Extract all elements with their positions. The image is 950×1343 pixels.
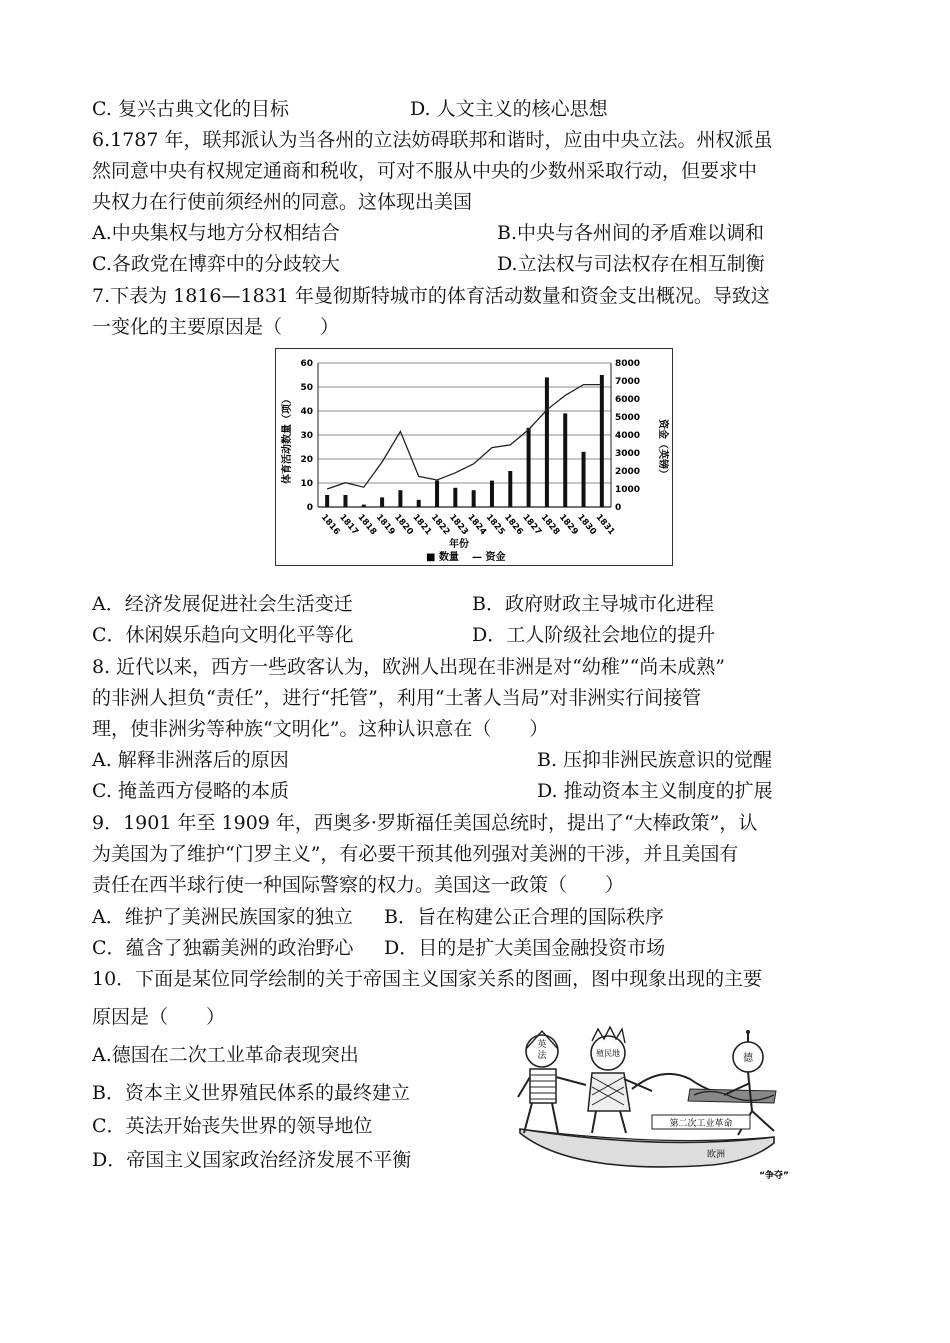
- q8-option-b: B. 压抑非洲民族意识的觉醒: [537, 749, 773, 771]
- bar-1817: [343, 495, 347, 507]
- ytick-left-label: 50: [300, 383, 313, 393]
- q9-stem-line-3: 责任在西半球行使一种国际警察的权力。美国这一政策（ ）: [92, 874, 625, 896]
- q10-option-b: B．资本主义世界殖民体系的最终建立: [92, 1082, 410, 1104]
- q6-option-d: D.立法权与司法权存在相互制衡: [497, 253, 765, 275]
- q5-option-c: C. 复兴古典文化的目标: [92, 98, 289, 120]
- q9-option-a: A．维护了美洲民族国家的独立: [92, 906, 353, 928]
- q8-stem-line-3: 理，使非洲劣等种族“文明化”。这种认识意在（ ）: [92, 718, 549, 740]
- q9-option-b: B．旨在构建公正合理的国际秩序: [384, 906, 664, 928]
- bar-1818: [362, 505, 366, 507]
- label-zhimindi: 殖民地: [596, 1049, 620, 1058]
- xtick-label: 1823: [447, 512, 470, 538]
- ytick-right-label: 0: [615, 503, 622, 513]
- ytick-left-label: 30: [300, 431, 313, 441]
- chart-ylabel-left: 体育活动数量（项）: [282, 394, 293, 484]
- label-de: 德: [743, 1053, 753, 1064]
- chart-xlabel: 年份: [449, 539, 469, 550]
- label-yingfa-1: 英: [537, 1040, 547, 1050]
- xtick-label: 1826: [501, 512, 525, 538]
- ytick-right-label: 7000: [615, 377, 641, 387]
- label-revolution: 第二次工业革命: [669, 1119, 733, 1129]
- ytick-right-label: 8000: [615, 359, 641, 369]
- q6-option-b: B.中央与各州间的矛盾难以调和: [497, 222, 765, 244]
- ytick-left-label: 10: [300, 479, 313, 489]
- q6-option-a: A.中央集权与地方分权相结合: [92, 222, 340, 244]
- xtick-label: 1830: [575, 512, 599, 538]
- chart-legend-line: — 资金: [472, 552, 506, 563]
- q7-option-d: D．工人阶级社会地位的提升: [472, 624, 716, 646]
- xtick-label: 1827: [520, 512, 544, 538]
- q5-option-d: D. 人文主义的核心思想: [410, 98, 608, 120]
- q6-stem-line-3: 央权力在行使前须经州的同意。这体现出美国: [92, 191, 473, 213]
- bar-1831: [600, 375, 604, 507]
- chart-legend-bars: ■ 数量: [426, 552, 459, 563]
- cartoon-svg: [512, 1025, 830, 1185]
- imperialism-cartoon: [512, 1025, 830, 1185]
- sports-activity-chart: [275, 348, 673, 566]
- ytick-left-label: 60: [300, 359, 313, 369]
- q8-option-d: D. 推动资本主义制度的扩展: [537, 780, 773, 802]
- bar-1821: [417, 500, 421, 507]
- q10-option-a: A.德国在二次工业革命表现突出: [92, 1044, 359, 1066]
- boat-shape: [520, 1129, 774, 1167]
- q8-option-a: A. 解释非洲落后的原因: [92, 749, 289, 771]
- q8-option-c: C. 掩盖西方侵略的本质: [92, 780, 289, 802]
- q6-option-c: C.各政党在博弈中的分歧较大: [92, 253, 340, 275]
- q9-option-d: D．目的是扩大美国金融投资市场: [384, 937, 666, 959]
- q7-option-a: A．经济发展促进社会生活变迁: [92, 593, 353, 615]
- ytick-right-label: 1000: [615, 485, 641, 495]
- bar-1822: [435, 481, 439, 507]
- xtick-label: 1817: [337, 512, 361, 538]
- ytick-left-label: 40: [300, 407, 313, 417]
- bar-1824: [472, 490, 476, 507]
- xtick-label: 1825: [483, 512, 507, 538]
- xtick-label: 1822: [428, 512, 452, 538]
- q9-stem-line-1: 9．1901 年至 1909 年，西奥多·罗斯福任美国总统时，提出了“大棒政策”，认: [92, 812, 758, 834]
- q10-stem-line-2: 原因是（ ）: [92, 1006, 226, 1028]
- bar-1829: [563, 413, 567, 507]
- q7-option-b: B．政府财政主导城市化进程: [472, 593, 714, 615]
- ytick-right-label: 4000: [615, 431, 641, 441]
- bar-1826: [508, 471, 512, 507]
- ytick-right-label: 6000: [615, 395, 641, 405]
- xtick-label: 1818: [355, 512, 379, 538]
- xtick-label: 1820: [392, 512, 415, 538]
- xtick-label: 1819: [373, 512, 397, 538]
- label-europe: 欧洲: [706, 1150, 726, 1160]
- q9-option-c: C．蕴含了独霸美洲的政治野心: [92, 937, 354, 959]
- bar-1819: [380, 497, 384, 507]
- cartoon-caption: “争夺”: [759, 1171, 789, 1181]
- chart-svg: [276, 349, 671, 564]
- q7-stem-line-1: 7.下表为 1816—1831 年曼彻斯特城市的体育活动数量和资金支出概况。导致这: [92, 285, 770, 307]
- bar-1825: [490, 481, 494, 507]
- bar-1816: [325, 495, 329, 507]
- bar-1828: [545, 377, 549, 507]
- q8-stem-line-2: 的非洲人担负“责任”，进行“托管”，利用“土著人当局”对非洲实行间接管: [92, 687, 702, 709]
- q10-option-c: C．英法开始丧失世界的领导地位: [92, 1115, 373, 1137]
- bar-1823: [453, 488, 457, 507]
- bar-1827: [527, 428, 531, 507]
- label-yingfa-2: 法: [537, 1051, 547, 1061]
- q7-option-c: C．休闲娱乐趋向文明化平等化: [92, 624, 354, 646]
- ytick-right-label: 5000: [615, 413, 641, 423]
- xtick-label: 1829: [556, 512, 580, 538]
- q9-stem-line-2: 为美国为了维护“门罗主义”，有必要干预其他列强对美洲的干涉，并且美国有: [92, 843, 739, 865]
- ytick-right-label: 2000: [615, 467, 641, 477]
- q10-option-d: D．帝国主义国家政治经济发展不平衡: [92, 1149, 412, 1171]
- q6-stem-line-1: 6.1787 年，联邦派认为当各州的立法妨碍联邦和谐时，应由中央立法。州权派虽: [92, 129, 773, 151]
- q10-stem-line-1: 10．下面是某位同学绘制的关于帝国主义国家关系的图画，图中现象出现的主要: [92, 968, 763, 990]
- xtick-label: 1828: [538, 512, 562, 538]
- funding-line: [327, 385, 602, 489]
- chart-ylabel-right: 资金（英镑）: [657, 419, 668, 479]
- bar-1820: [398, 490, 402, 507]
- xtick-label: 1824: [465, 512, 489, 538]
- ytick-left-label: 0: [306, 503, 313, 513]
- xtick-label: 1821: [410, 512, 434, 538]
- xtick-label: 1831: [593, 512, 617, 538]
- bar-1830: [582, 452, 586, 507]
- ytick-left-label: 20: [300, 455, 313, 465]
- q7-stem-line-2: 一变化的主要原因是（ ）: [92, 316, 340, 338]
- q6-stem-line-2: 然同意中央有权规定通商和税收，可对不服从中央的少数州采取行动，但要求中: [92, 160, 758, 182]
- q8-stem-line-1: 8. 近代以来，西方一些政客认为，欧洲人出现在非洲是对“幼稚”“尚未成熟”: [92, 656, 726, 678]
- ytick-right-label: 3000: [615, 449, 641, 459]
- xtick-label: 1816: [318, 512, 342, 538]
